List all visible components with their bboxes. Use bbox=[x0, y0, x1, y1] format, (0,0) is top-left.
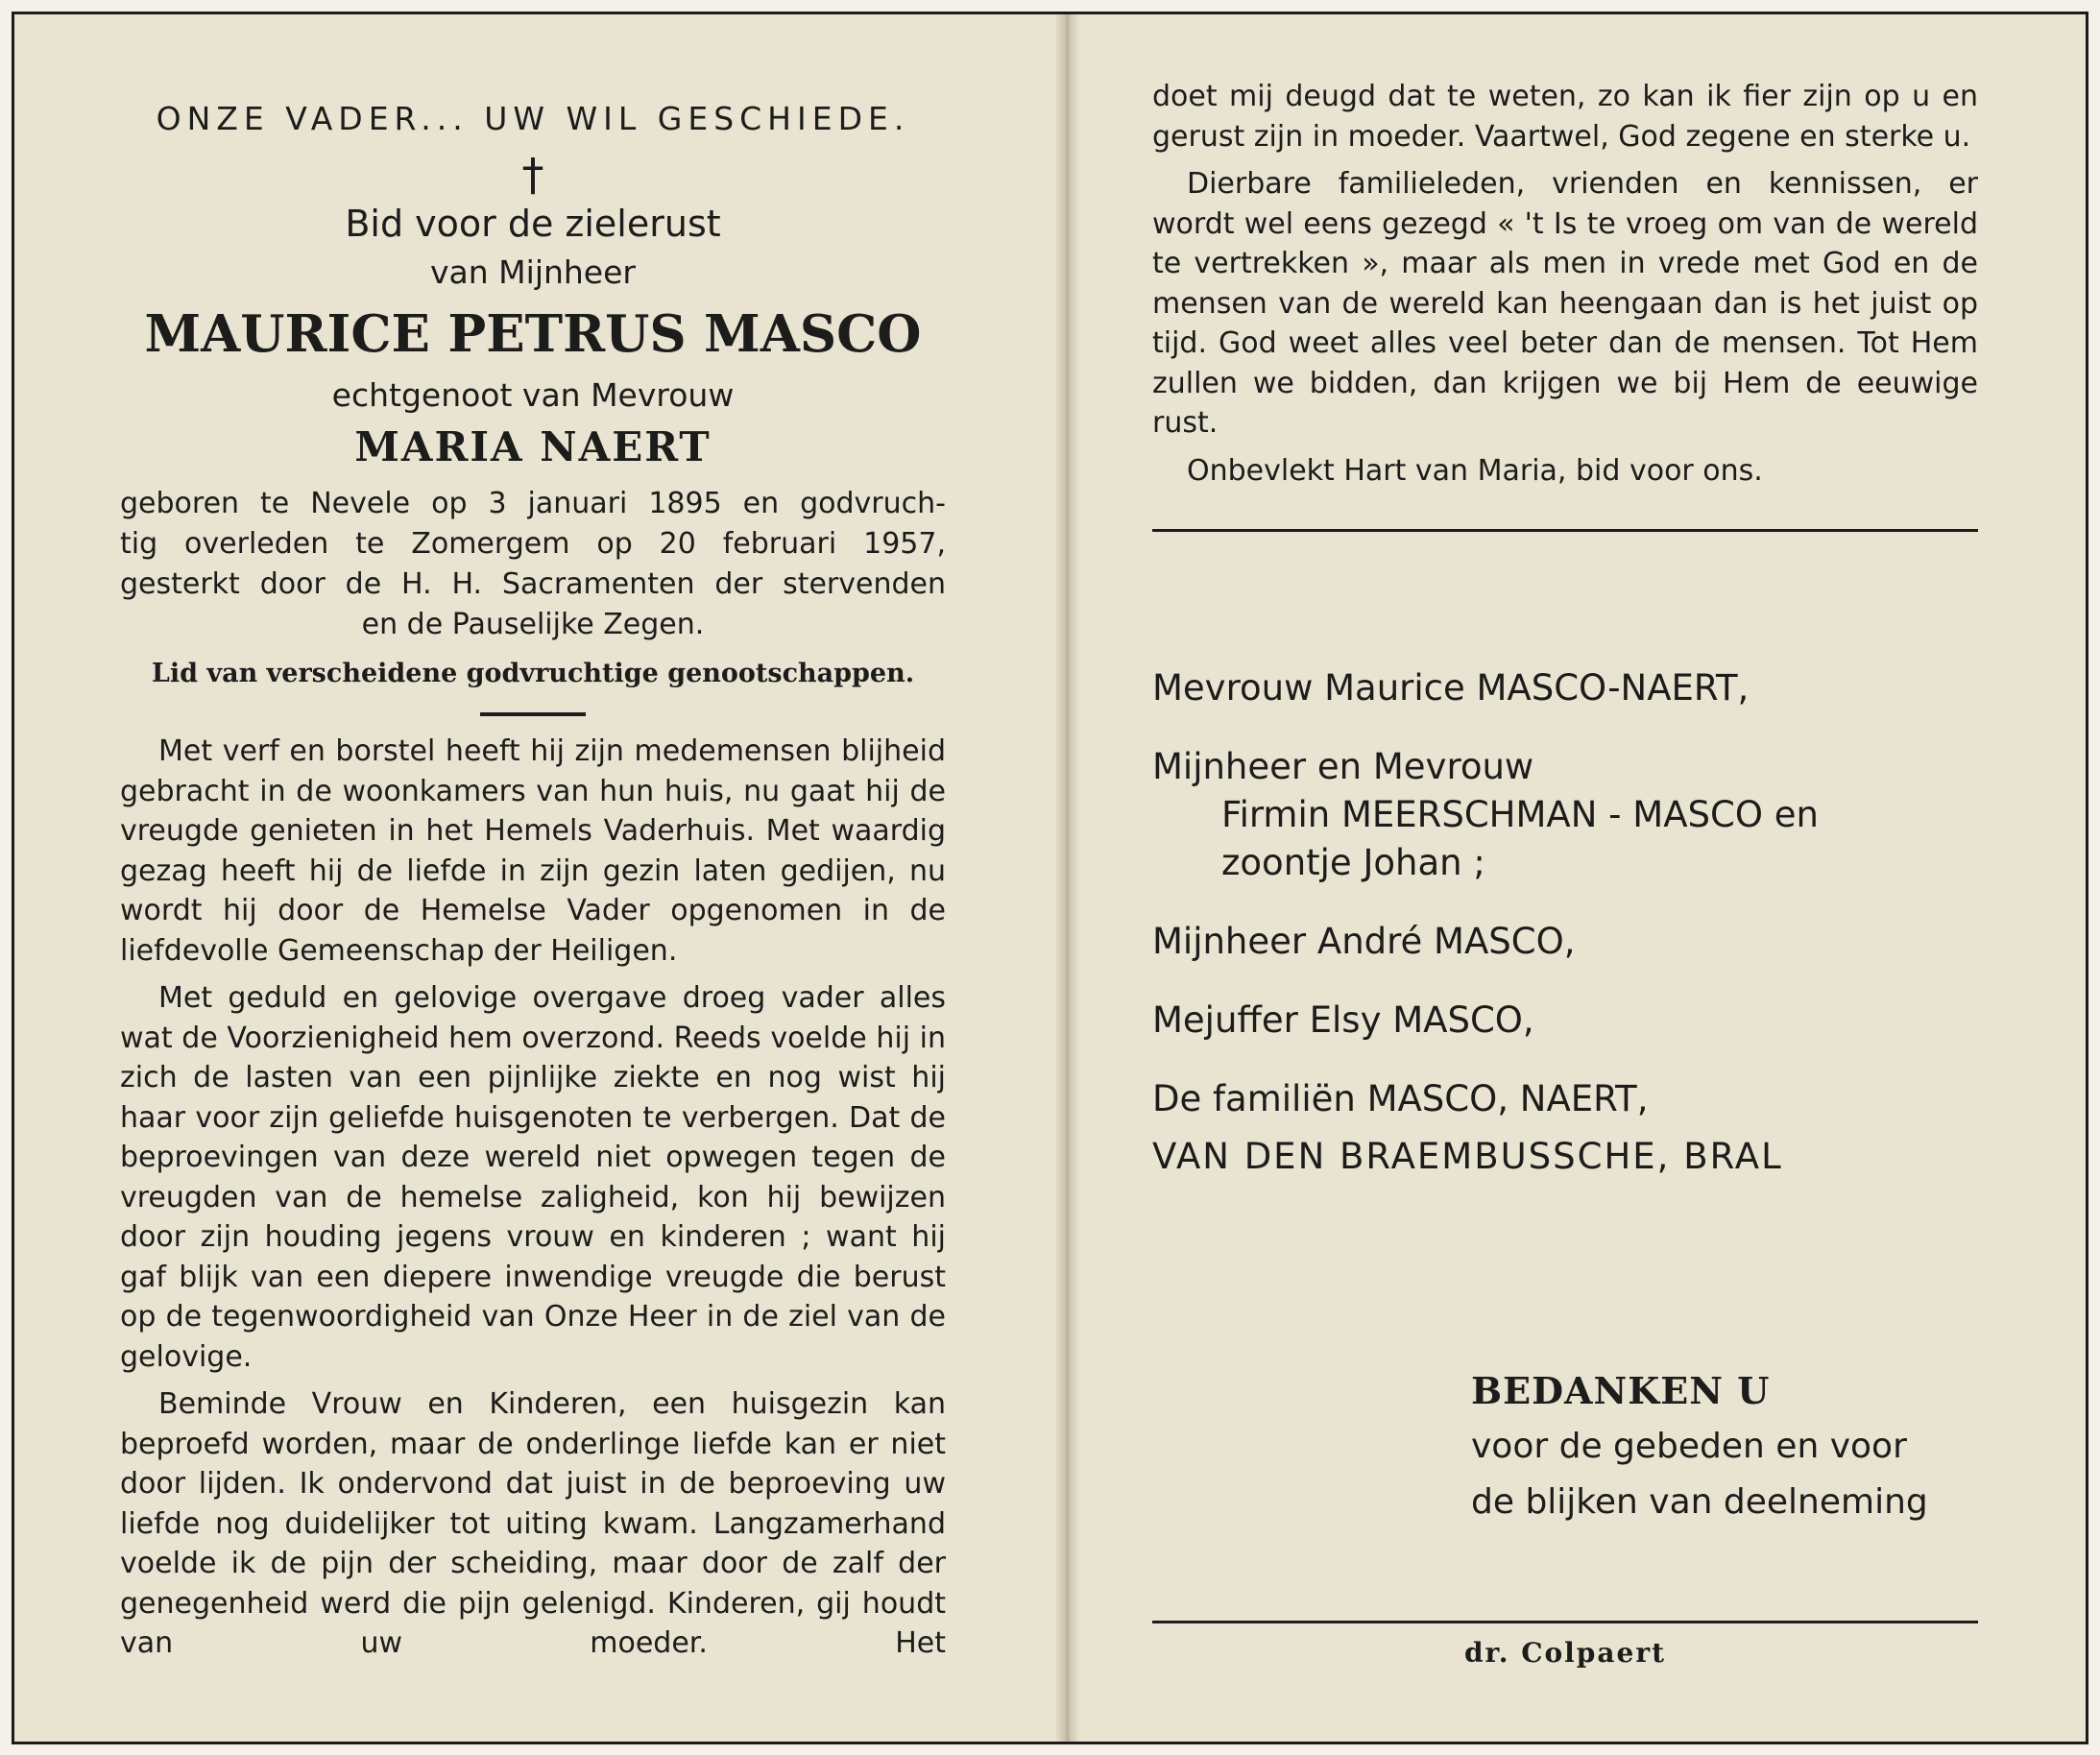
family-list bbox=[1152, 666, 1978, 1179]
family-line: Firmin MEERSCHMAN - MASCO en bbox=[1221, 794, 1819, 835]
divider bbox=[480, 712, 586, 716]
divider bbox=[1152, 529, 1978, 532]
membership-line: Lid van verscheidene godvruchtige genootschappen. bbox=[151, 659, 915, 688]
thanks-block bbox=[1471, 1363, 1980, 1530]
family-line: zoontje Johan ; bbox=[1221, 842, 1485, 883]
biography bbox=[120, 484, 946, 645]
paragraph: Met geduld en gelovige overgave droeg vader alles wat de Voorzienigheid hem overzond. Reeds voelde hij in zich de lasten van een pijnlijke ziekte en nog wist hij haar voor zijn geliefde huisgenoten te verbergen. Dat de beproevingen van deze wereld niet opwegen tegen de vreugden van de hemelse zaligheid, kon hij bewijzen door zijn houding jegens vrouw en kinderen ; want hij gaf blijk van een diepere inwendige vreugde die berust op de tegenwoordigheid van Onze Heer in de ziel van de gelovige. bbox=[120, 981, 946, 1374]
paragraph: Dierbare familieleden, vrienden en kennissen, er wordt wel eens gezegd « 't Is te vroeg om van de wereld te vertrekken », maar als men in vrede met God en de mensen van de wereld kan heengaan dan is het juist op tijd. God weet alles veel beter dan de mensen. Tot Hem zullen we bidden, dan krijgen we bij Hem de eeuwige rust. bbox=[1152, 167, 1978, 440]
bio-line: tig overleden te Zomergem op 20 februari 1957, bbox=[120, 527, 946, 561]
thanks-title: BEDANKEN U bbox=[1471, 1369, 1771, 1412]
card-fold bbox=[1056, 14, 1079, 1742]
family-line: Mejuffer Elsy MASCO, bbox=[1152, 999, 1534, 1041]
family-line: Mijnheer en Mevrouw bbox=[1152, 746, 1534, 787]
thanks-line: de blijken van deelneming bbox=[1471, 1482, 1928, 1522]
spouse-name: MARIA NAERT bbox=[354, 423, 712, 470]
paragraph: Met verf en borstel heeft hij zijn medemensen blijheid gebracht in de woonkamers van hun huis, nu gaat hij de vreugde genieten in het Hemels Vaderhuis. Met waardig gezag heeft hij de liefde in zijn gezin laten gedijen, nu wordt hij door de Hemelse Vader opgenomen in de liefdevolle Gemeenschap der Heiligen. bbox=[120, 734, 946, 968]
family-line: Mevrouw Maurice MASCO-NAERT, bbox=[1152, 667, 1750, 709]
cross-icon: † bbox=[521, 149, 544, 201]
spouse-label: echtgenoot van Mevrouw bbox=[331, 376, 735, 414]
paragraph: doet mij deugd dat te weten, zo kan ik fier zijn op u en gerust zijn in moeder. Vaartwel, God zegene en sterke u. bbox=[1152, 80, 1978, 154]
thanks-line: voor de gebeden en voor bbox=[1471, 1427, 1907, 1466]
prayer-intro: Bid voor de zielerust bbox=[345, 203, 721, 245]
motto: ONZE VADER... UW WIL GESCHIEDE. bbox=[156, 100, 910, 137]
bio-line: gesterkt door de H. H. Sacramenten der stervenden bbox=[120, 567, 946, 601]
prayer-line: Onbevlekt Hart van Maria, bid voor ons. bbox=[1187, 453, 1763, 488]
bio-line: geboren te Nevele op 3 januari 1895 en godvruch- bbox=[120, 487, 946, 520]
family-line: De familiën MASCO, NAERT, bbox=[1152, 1078, 1649, 1119]
family-line: VAN DEN BRAEMBUSSCHE, BRAL bbox=[1152, 1136, 1783, 1177]
printer-credit: dr. Colpaert bbox=[1463, 1637, 1667, 1669]
bio-line: en de Pauselijke Zegen. bbox=[361, 608, 705, 641]
right-page bbox=[1152, 77, 1978, 1179]
paragraph: Beminde Vrouw en Kinderen, een huisgezin kan beproefd worden, maar de onderlinge liefde kan er niet door lijden. Ik ondervond dat juist in de beproeving uw liefde nog duidelijker tot uiting kwam. Langzamerhand voelde ik de pijn der scheiding, maar door de zalf der genegenheid werd die pijn gelenigd. Kinderen, gij houdt van uw moeder. Het bbox=[120, 1387, 946, 1660]
left-page bbox=[120, 77, 946, 1671]
title-line: van Mijnheer bbox=[430, 253, 636, 291]
divider bbox=[1152, 1621, 1978, 1623]
family-line: Mijnheer André MASCO, bbox=[1152, 921, 1576, 962]
deceased-name: MAURICE PETRUS MASCO bbox=[144, 304, 922, 364]
